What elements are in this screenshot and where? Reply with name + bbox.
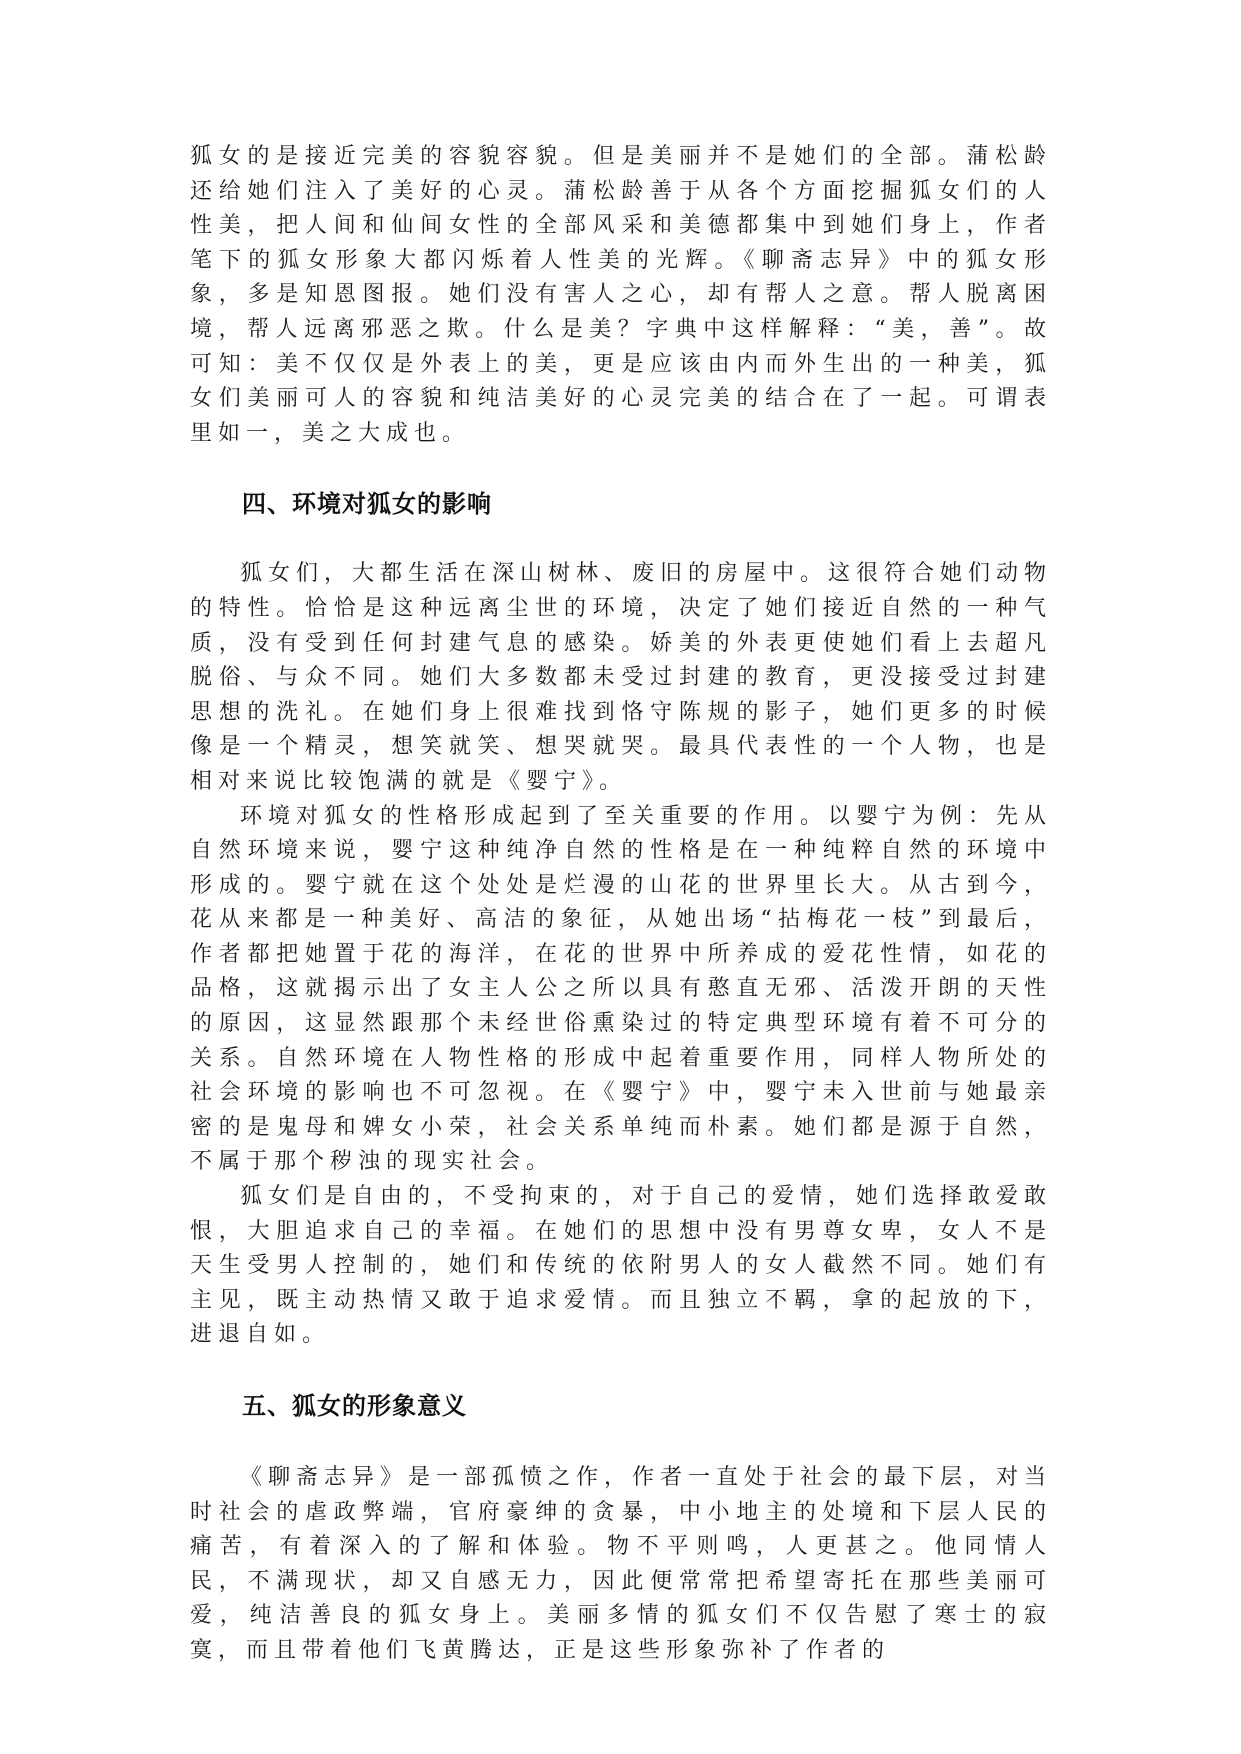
paragraph-environment-3: 狐女们是自由的，不受拘束的，对于自己的爱情，她们选择敢爱敢恨，大胆追求自己的幸福。在她们的思想中没有男尊女卑，女人不是天生受男人控制的，她们和传统的依附男人的女人截然不同。她们有主见，既主动热情又敢于追求爱情。而且独立不羁，拿的起放的下，进退自如。 <box>190 1184 1053 1348</box>
paragraph-fox-beauty: 狐女的是接近完美的容貌容貌。但是美丽并不是她们的全部。蒲松龄还给她们注入了美好的心灵。蒲松龄善于从各个方面挖掘狐女们的人性美，把人间和仙间女性的全部风采和美德都集中到她们身上，作者笔下的狐女形象大都闪烁着人性美的光辉。《聊斋志异》中的狐女形象，多是知恩图报。她们没有害人之心，却有帮人之意。帮人脱离困境，帮人远离邪恶之欺。什么是美？字典中这样解释：“美，善”。故可知：美不仅仅是外表上的美，更是应该由内而外生出的一种美，狐女们美丽可人的容貌和纯洁美好的心灵完美的结合在了一起。可谓表里如一，美之大成也。 <box>190 144 1052 446</box>
paragraph-environment-1: 狐女们，大都生活在深山树林、废旧的房屋中。这很符合她们动物的特性。恰恰是这种远离尘世的环境，决定了她们接近自然的一种气质，没有受到任何封建气息的感染。娇美的外表更使她们看上去超凡脱俗、与众不同。她们大多数都未受过封建的教育，更没接受过封建思想的洗礼。在她们身上很难找到恪守陈规的影子，她们更多的时候像是一个精灵，想笑就笑、想哭就哭。最具代表性的一个人物，也是相对来说比较饱满的就是《婴宁》。 <box>190 561 1053 794</box>
paragraph-image-meaning: 《聊斋志异》是一部孤愤之作，作者一直处于社会的最下层，对当时社会的虐政弊端，官府豪绅的贪暴，中小地主的处境和下层人民的痛苦，有着深入的了解和体验。物不平则鸣，人更甚之。他同情人民，不满现状，却又自感无力，因此便常常把希望寄托在那些美丽可爱，纯洁善良的狐女身上。美丽多情的狐女们不仅告慰了寒士的寂寞，而且带着他们飞黄腾达，正是这些形象弥补了作者的 <box>190 1465 1053 1663</box>
paragraph-environment-2: 环境对狐女的性格形成起到了至关重要的作用。以婴宁为例：先从自然环境来说，婴宁这种纯净自然的性格是在一种纯粹自然的环境中形成的。婴宁就在这个处处是烂漫的山花的世界里长大。从古到今，花从来都是一种美好、高洁的象征，从她出场“拈梅花一枝”到最后，作者都把她置于花的海洋，在花的世界中所养成的爱花性情，如花的品格，这就揭示出了女主人公之所以具有憨直无邪、活泼开朗的天性的原因，这显然跟那个未经世俗熏染过的特定典型环境有着不可分的关系。自然环境在人物性格的形成中起着重要作用，同样人物所处的社会环境的影响也不可忽视。在《婴宁》中，婴宁未入世前与她最亲密的是鬼母和婢女小荣，社会关系单纯而朴素。她们都是源于自然，不属于那个秽浊的现实社会。 <box>190 803 1053 1175</box>
document-page <box>190 140 1052 1669</box>
section-heading-4: 四、环境对狐女的影响 <box>242 490 492 519</box>
section-heading-5: 五、狐女的形象意义 <box>242 1392 467 1420</box>
